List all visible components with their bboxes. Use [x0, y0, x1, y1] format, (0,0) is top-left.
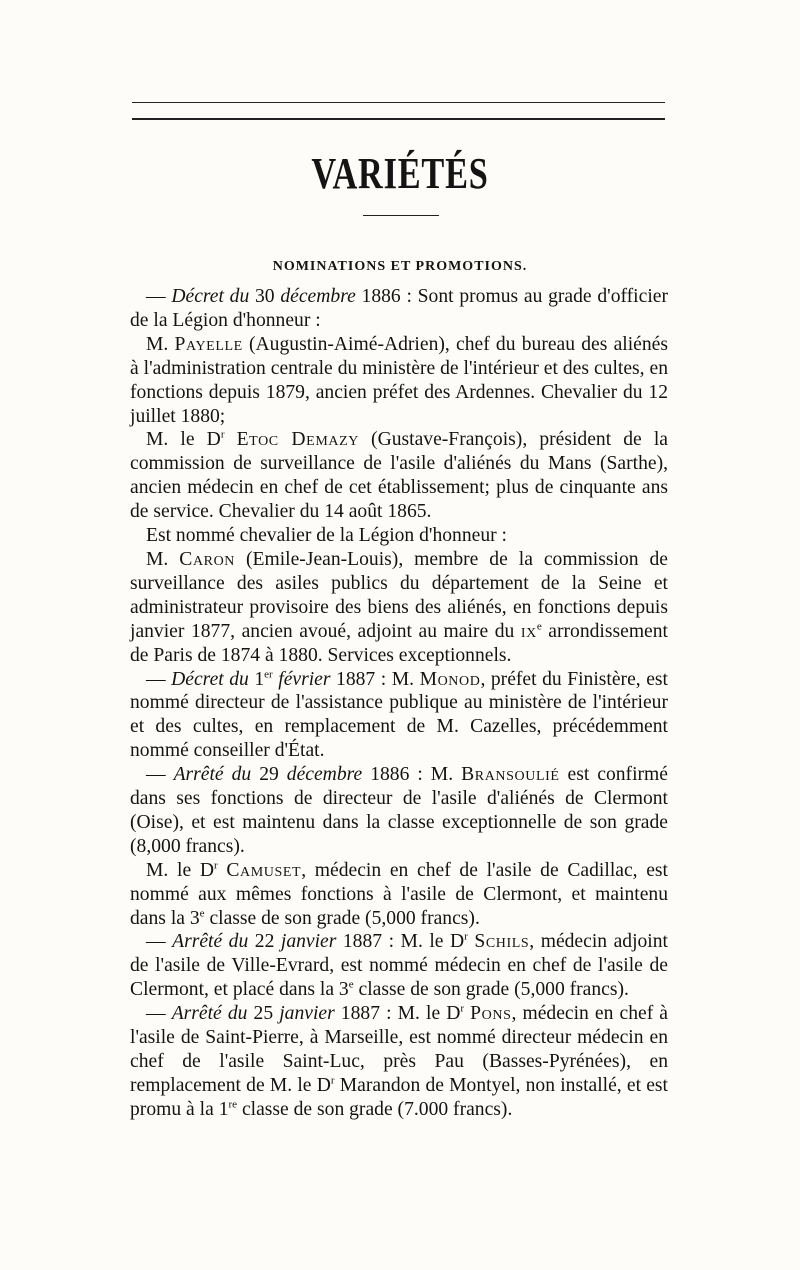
- text-run: , médecin adjoint de l'asile de Ville-Evrard, est nommé médecin en chef de l'asile de Clermont, et placé dans la 3: [130, 931, 668, 1001]
- text-run: M.: [146, 548, 180, 570]
- text-run: —: [146, 286, 172, 307]
- paragraph-p10: [130, 1002, 668, 1122]
- text-run: M. le D: [146, 859, 214, 881]
- top-rule: [132, 102, 665, 103]
- text-run: janvier: [280, 931, 337, 953]
- text-run: 25: [247, 1003, 280, 1025]
- text-run: r: [330, 1074, 335, 1087]
- page-title: VARIÉTÉS: [311, 149, 489, 198]
- text-run: Marandon de Montyel, non installé, et est promu à la 1: [130, 1074, 668, 1120]
- text-run: arrondissement de Paris de 1874 à 1880. Services exceptionnels.: [130, 620, 668, 666]
- text-run: Arrêté du: [173, 764, 252, 786]
- text-run: r: [220, 428, 225, 441]
- paragraph-p6: [130, 668, 668, 764]
- text-run: r: [460, 1002, 465, 1015]
- text-run: —: [146, 931, 173, 953]
- text-run: (Emile-Jean-Louis), membre de la commission de surveillance des asiles publics du département de la Seine et administrateur provisoire des biens des aliénés, en fonctions depuis janvier 1877, ancien avoué, adjoint au maire du: [130, 548, 668, 642]
- text-run: janvier: [279, 1003, 335, 1025]
- text-run: décembre: [286, 764, 363, 786]
- text-run: 29: [251, 764, 287, 786]
- text-run: —: [146, 1003, 172, 1025]
- text-run: M. le D: [146, 429, 221, 451]
- text-run: Etoc Demazy: [236, 429, 359, 451]
- text-run: Camuset: [226, 859, 302, 881]
- text-run: , préfet du Finistère, est nommé directeur de l'assistance publique au ministère de l'intérieur et des cultes, en remplacement de M. Cazelles, précédemment nommé conseiller d'État.: [130, 668, 668, 762]
- text-run: —: [146, 668, 172, 690]
- paragraph-p2: [130, 333, 668, 429]
- paragraph-p8: [130, 859, 668, 931]
- paragraph-p4: [130, 524, 668, 548]
- text-run: février: [278, 668, 331, 690]
- text-run: re: [228, 1098, 238, 1111]
- text-run: Décret du: [171, 668, 249, 690]
- text-run: 1887 : M. le D: [336, 931, 465, 953]
- text-run: 22: [248, 931, 281, 953]
- text-run: , médecin en chef de l'asile de Cadillac, est nommé aux mêmes fonctions à l'asile de Clermont, et maintenu dans la 3: [130, 859, 669, 929]
- text-run: [225, 429, 237, 450]
- paragraph-p7: [130, 763, 668, 859]
- text-run: r: [214, 859, 218, 872]
- text-run: Arrêté du: [171, 1003, 248, 1025]
- text-run: Monod: [419, 668, 481, 690]
- text-run: e: [348, 978, 354, 991]
- section-title: NOMINATIONS ET PROMOTIONS.: [272, 259, 528, 274]
- text-run: Est nommé chevalier de la Légion d'honneur :: [146, 525, 508, 547]
- text-run: classe de son grade (5,000 francs).: [353, 979, 629, 1001]
- text-run: ix: [520, 620, 537, 642]
- text-run: est confirmé dans ses fonctions de directeur de l'asile d'aliénés de Clermont (Oise), et est maintenu dans la classe exceptionnelle de son grade (8,000 francs).: [130, 764, 668, 857]
- text-run: classe de son grade (7.000 francs).: [237, 1098, 513, 1120]
- text-run: 1886 : Sont promus au grade d'officier de la Légion d'honneur :: [130, 286, 668, 331]
- paragraph-p1: [130, 285, 668, 333]
- text-run: , médecin en chef à l'asile de Saint-Pierre, à Marseille, est nommé directeur médecin en chef de l'asile Saint-Luc, près Pau (Basses-Pyrénées), en remplacement de M. le D: [130, 1003, 669, 1096]
- text-run: e: [199, 907, 205, 920]
- text-run: (Gustave-François), président de la commission de surveillance de l'asile d'aliénés du Mans (Sarthe), ancien médecin en chef de cet établissement; plus de cinquante ans de service. Chevalier du 14 août 1865.: [130, 429, 668, 523]
- paragraph-p9: [130, 930, 668, 1002]
- text-run: 1: [248, 668, 265, 690]
- text-run: 30: [249, 286, 281, 307]
- text-run: Pons: [470, 1003, 512, 1025]
- text-run: e: [536, 620, 542, 633]
- paragraph-p3: [130, 428, 668, 524]
- text-run: M.: [146, 333, 175, 355]
- paragraph-p5: [130, 548, 668, 668]
- text-run: décembre: [280, 286, 356, 307]
- text-run: classe de son grade (5,000 francs).: [204, 907, 480, 929]
- text-run: —: [146, 764, 174, 786]
- text-run: 1887 : M. le D: [334, 1003, 461, 1025]
- article-body: [130, 285, 668, 1122]
- title-underline: [363, 215, 439, 216]
- text-run: Bransoulié: [461, 764, 560, 786]
- text-run: 1886 : M.: [362, 764, 462, 786]
- text-run: Décret du: [171, 286, 250, 307]
- text-run: er: [264, 667, 273, 680]
- text-run: (Augustin-Aimé-Adrien), chef du bureau des aliénés à l'administration centrale du ministère de l'intérieur et des cultes, en fonctions depuis 1879, ancien préfet des Ardennes. Chevalier du 12 juillet 1880;: [130, 333, 668, 427]
- top-rule-double: [132, 118, 665, 120]
- text-run: 1887 : M.: [330, 668, 420, 690]
- text-run: Caron: [179, 548, 236, 570]
- text-run: Arrêté du: [172, 931, 249, 953]
- text-run: Payelle: [174, 333, 243, 355]
- text-run: r: [464, 930, 468, 943]
- text-run: Schils: [474, 931, 530, 953]
